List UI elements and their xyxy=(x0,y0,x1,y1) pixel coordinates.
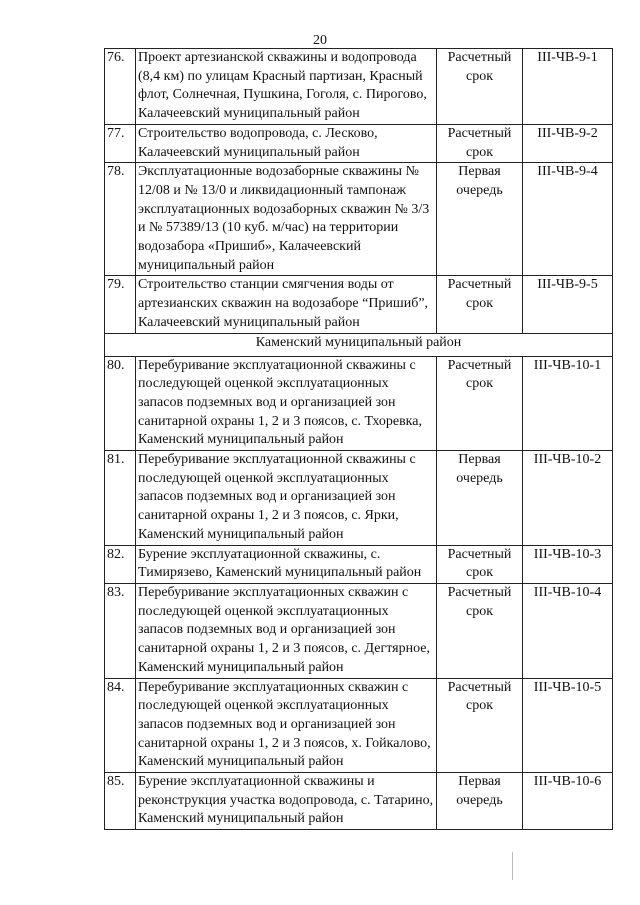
row-term: Расчетный срок xyxy=(437,124,523,162)
row-code: III-ЧВ-10-4 xyxy=(523,583,613,678)
row-code: III-ЧВ-10-6 xyxy=(523,773,613,830)
row-term: Расчетный срок xyxy=(437,678,523,773)
row-number: 79. xyxy=(105,276,136,333)
row-number: 84. xyxy=(105,678,136,773)
row-description: Перебуривание эксплуатационных скважин с последующей оценкой эксплуатационных запасов подземных вод и организацией зон санитарной охраны 1, 2 и 3 поясов, х. Гойкалово, Каменский муниципальный район xyxy=(136,678,437,773)
table-row xyxy=(105,583,613,678)
row-description: Перебуривание эксплуатационной скважины с последующей оценкой эксплуатационных запасов подземных вод и организацией зон санитарной охраны 1, 2 и 3 поясов, с. Тхоревка, Каменский муниципальный район xyxy=(136,356,437,451)
table-row xyxy=(105,678,613,773)
row-number: 83. xyxy=(105,583,136,678)
row-number: 80. xyxy=(105,356,136,451)
table-row xyxy=(105,356,613,451)
row-description: Строительство водопровода, с. Лесково, Калачеевский муниципальный район xyxy=(136,124,437,162)
row-term: Расчетный срок xyxy=(437,49,523,125)
row-code: III-ЧВ-10-5 xyxy=(523,678,613,773)
section-title: Каменский муниципальный район xyxy=(105,333,613,356)
row-term: Расчетный срок xyxy=(437,276,523,333)
table-row xyxy=(105,451,613,546)
row-code: III-ЧВ-9-2 xyxy=(523,124,613,162)
row-term: Первая очередь xyxy=(437,163,523,276)
row-term: Расчетный срок xyxy=(437,545,523,583)
row-number: 78. xyxy=(105,163,136,276)
row-code: III-ЧВ-9-1 xyxy=(523,49,613,125)
row-code: III-ЧВ-10-1 xyxy=(523,356,613,451)
row-code: III-ЧВ-10-3 xyxy=(523,545,613,583)
table-row xyxy=(105,276,613,333)
row-code: III-ЧВ-9-5 xyxy=(523,276,613,333)
row-description: Проект артезианской скважины и водопровода (8,4 км) по улицам Красный партизан, Красный флот, Солнечная, Пушкина, Гоголя, с. Пирогово, Калачеевский муниципальный район xyxy=(136,49,437,125)
row-term: Первая очередь xyxy=(437,451,523,546)
row-number: 81. xyxy=(105,451,136,546)
row-number: 76. xyxy=(105,49,136,125)
row-description: Бурение эксплуатационной скважины, с. Тимирязево, Каменский муниципальный район xyxy=(136,545,437,583)
row-description: Эксплуатационные водозаборные скважины № 12/08 и № 13/0 и ликвидационный тампонаж эксплуатационных водозаборных скважин № 3/3 и № 57389/13 (10 куб. м/час) на территории водозабора «Пришиб», Калачеевский муниципальный район xyxy=(136,163,437,276)
projects-table xyxy=(104,48,613,830)
row-number: 77. xyxy=(105,124,136,162)
scan-artifact-line xyxy=(512,852,513,880)
row-number: 85. xyxy=(105,773,136,830)
table-row xyxy=(105,163,613,276)
table-row xyxy=(105,49,613,125)
row-description: Перебуривание эксплуатационных скважин с последующей оценкой эксплуатационных запасов подземных вод и организацией зон санитарной охраны 1, 2 и 3 поясов, с. Дегтярное, Каменский муниципальный район xyxy=(136,583,437,678)
table-row xyxy=(105,545,613,583)
table-row xyxy=(105,124,613,162)
row-term: Первая очередь xyxy=(437,773,523,830)
row-term: Расчетный срок xyxy=(437,583,523,678)
row-description: Строительство станции смягчения воды от артезианских скважин на водозаборе “Пришиб”, Калачеевский муниципальный район xyxy=(136,276,437,333)
section-row xyxy=(105,333,613,356)
row-description: Бурение эксплуатационной скважины и реконструкция участка водопровода, с. Татарино, Каменский муниципальный район xyxy=(136,773,437,830)
row-number: 82. xyxy=(105,545,136,583)
row-code: III-ЧВ-9-4 xyxy=(523,163,613,276)
row-term: Расчетный срок xyxy=(437,356,523,451)
row-code: III-ЧВ-10-2 xyxy=(523,451,613,546)
table-row xyxy=(105,773,613,830)
page-number: 20 xyxy=(313,33,327,48)
row-description: Перебуривание эксплуатационной скважины с последующей оценкой эксплуатационных запасов подземных вод и организацией зон санитарной охраны 1, 2 и 3 поясов, с. Ярки, Каменский муниципальный район xyxy=(136,451,437,546)
